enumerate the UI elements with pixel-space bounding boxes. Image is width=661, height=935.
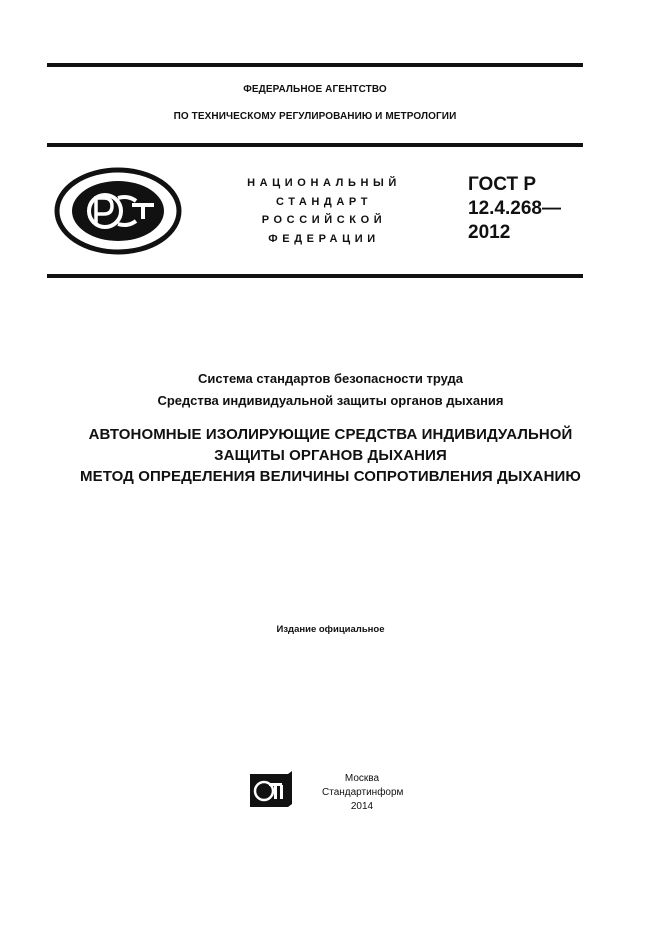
title-line-3: МЕТОД ОПРЕДЕЛЕНИЯ ВЕЛИЧИНЫ СОПРОТИВЛЕНИЯ ДЫХАНИЮ <box>80 468 581 485</box>
publisher-name: Стандартинформ <box>322 787 404 798</box>
agency-line-1: ФЕДЕРАЛЬНОЕ АГЕНТСТВО <box>243 84 387 95</box>
national-line-3: РОССИЙСКОЙ <box>261 214 387 226</box>
title-line-2: ЗАЩИТЫ ОРГАНОВ ДЫХАНИЯ <box>214 447 447 464</box>
header-rule <box>47 143 583 147</box>
system-line-1: Система стандартов безопасности труда <box>198 371 463 386</box>
rst-emblem-icon <box>54 167 182 255</box>
publisher-block <box>322 772 402 814</box>
edition-label: Издание официальное <box>276 624 385 635</box>
national-line-4: ФЕДЕРАЦИИ <box>268 232 380 245</box>
designation-line-2: 12.4.268— <box>468 198 561 219</box>
publisher-city: Москва <box>344 773 380 784</box>
national-standard-label <box>228 174 420 248</box>
system-line-2: Средства индивидуальной защиты органов дыхания <box>157 393 504 408</box>
title-line-1: АВТОНОМНЫЕ ИЗОЛИРУЮЩИЕ СРЕДСТВА ИНДИВИДУАЛЬНОЙ <box>88 426 573 443</box>
designation-line-1: ГОСТ Р <box>468 174 537 195</box>
national-line-1: НАЦИОНАЛЬНЫЙ <box>247 177 401 189</box>
top-rule <box>47 63 583 67</box>
standard-designation <box>468 173 561 245</box>
national-line-2: СТАНДАРТ <box>275 195 373 208</box>
standartinform-logo-icon <box>249 771 293 808</box>
system-subtitle <box>0 368 661 412</box>
publisher-year: 2014 <box>350 801 374 812</box>
header-bottom-rule <box>47 274 583 278</box>
document-title <box>0 424 661 487</box>
agency-line-2: ПО ТЕХНИЧЕСКОМУ РЕГУЛИРОВАНИЮ И МЕТРОЛОГИИ <box>173 111 457 122</box>
designation-line-3: 2012 <box>468 222 511 243</box>
